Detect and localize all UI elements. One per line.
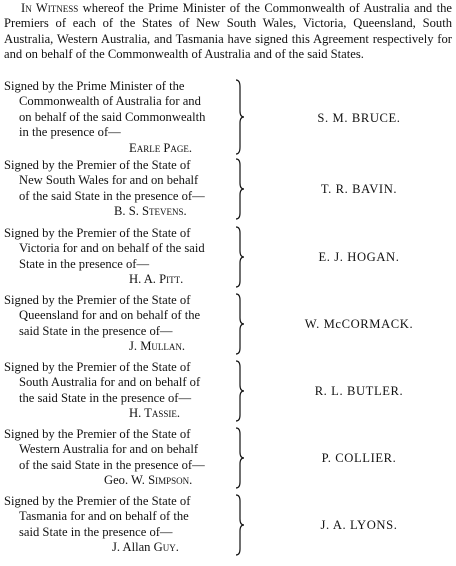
brace xyxy=(235,293,245,355)
clause-line: in the presence of— xyxy=(19,125,121,140)
brace xyxy=(235,79,245,155)
clause-line: Signed by the Premier of the State of xyxy=(4,360,191,374)
signature-block xyxy=(4,427,452,494)
witness-name: J. Allan Guy. xyxy=(112,540,179,555)
clause-line: said State in the presence of— xyxy=(19,524,173,539)
intro-paragraph xyxy=(4,0,452,63)
clause-line: South Australia for and on behalf of xyxy=(19,375,201,390)
brace xyxy=(235,226,245,288)
brace xyxy=(235,494,245,556)
clause-text xyxy=(4,226,235,272)
witness-name: H. A. Pitt. xyxy=(129,272,184,287)
clause-line: Tasmania for and on behalf of the xyxy=(19,509,189,524)
intro-lead: In Witness xyxy=(21,1,79,15)
clause-line: Commonwealth of Australia for and xyxy=(19,94,201,109)
signature-block xyxy=(4,79,452,158)
signer-name: S. M. BRUCE. xyxy=(317,111,401,125)
signature-block xyxy=(4,293,452,360)
signature-clause xyxy=(4,427,235,489)
signer-name: E. J. HOGAN. xyxy=(318,250,400,264)
signature-block xyxy=(4,158,452,226)
signer-name: J. A. LYONS. xyxy=(320,518,398,532)
clause-line: Signed by the Premier of the State of xyxy=(4,158,191,172)
clause-line: the said State in the presence of— xyxy=(19,390,192,405)
signature-clause xyxy=(4,293,235,355)
signature-clause xyxy=(4,494,235,556)
signature-clause xyxy=(4,158,235,220)
signer-name: T. R. BAVIN. xyxy=(320,182,398,196)
clause-text xyxy=(4,360,235,406)
signature-block xyxy=(4,360,452,427)
signature-blocks xyxy=(4,79,452,561)
witness-name: Geo. W. Simpson. xyxy=(104,473,193,488)
brace xyxy=(235,158,245,220)
clause-line: Signed by the Premier of the State of xyxy=(4,226,191,240)
clause-line: Western Australia for and on behalf xyxy=(19,442,199,457)
clause-text xyxy=(4,494,235,540)
signature-clause xyxy=(4,226,235,288)
witness-name: H. Tassie. xyxy=(129,406,181,421)
clause-text xyxy=(4,427,235,473)
witness-name: B. S. Stevens. xyxy=(114,204,187,219)
clause-line: New South Wales for and on behalf xyxy=(19,173,199,188)
brace xyxy=(235,427,245,489)
signer-name: W. McCORMACK. xyxy=(304,317,414,331)
signer-name: R. L. BUTLER. xyxy=(314,384,404,398)
brace xyxy=(235,360,245,422)
clause-line: said State in the presence of— xyxy=(19,323,173,338)
clause-line: Queensland for and on behalf of the xyxy=(19,308,201,323)
intro-text: whereof the Prime Minister of the Commonwealth of Australia and the Premiers of each of the States of New South Wales, Victoria, Queensland, South Australia, Western Australia, and Tasmania have signed this Agreement respectively for and on behalf of the Commonwealth of Australia and of the said States. xyxy=(4,1,452,62)
clause-line: State in the presence of— xyxy=(19,256,150,271)
clause-line: on behalf of the said Commonwealth xyxy=(19,109,206,124)
clause-line: Signed by the Prime Minister of the xyxy=(4,79,185,93)
clause-line: of the said State in the presence of— xyxy=(19,188,205,203)
clause-line: Signed by the Premier of the State of xyxy=(4,427,191,441)
clause-text xyxy=(4,293,235,339)
clause-line: Signed by the Premier of the State of xyxy=(4,293,191,307)
clause-line: of the said State in the presence of— xyxy=(19,457,205,472)
clause-text xyxy=(4,79,235,141)
clause-line: Victoria for and on behalf of the said xyxy=(19,241,205,256)
clause-text xyxy=(4,158,235,204)
signature-block xyxy=(4,226,452,293)
signature-block xyxy=(4,494,452,561)
signature-clause xyxy=(4,79,235,156)
witness-name: J. Mullan. xyxy=(129,339,186,354)
witness-name: Earle Page. xyxy=(129,140,192,155)
signature-clause xyxy=(4,360,235,422)
signer-name: P. COLLIER. xyxy=(321,451,397,465)
clause-line: Signed by the Premier of the State of xyxy=(4,494,191,508)
